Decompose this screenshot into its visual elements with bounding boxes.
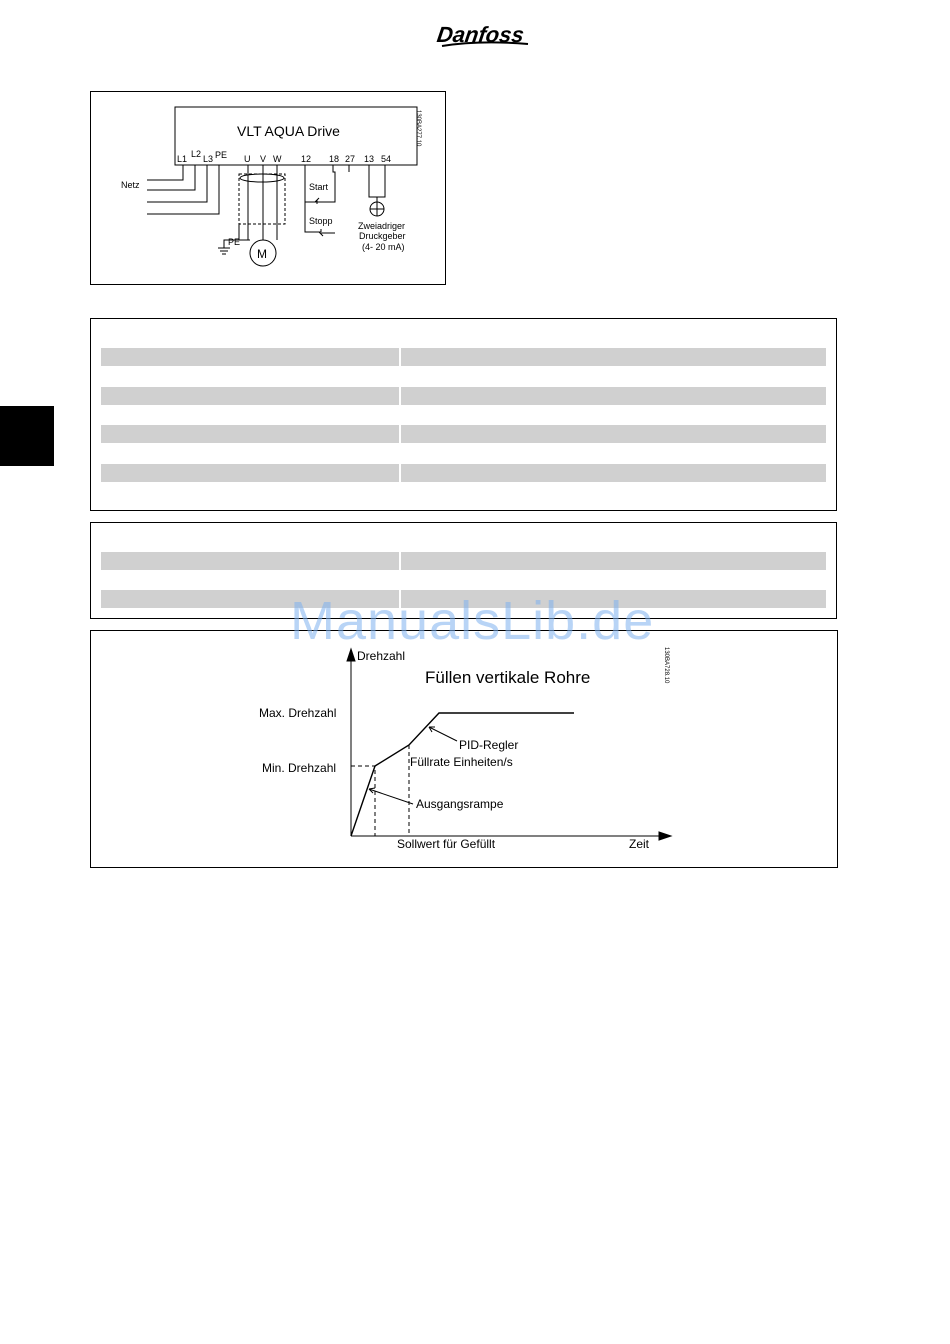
min-speed-label: Min. Drehzahl xyxy=(262,761,337,775)
terminal-pe: PE xyxy=(215,150,228,160)
setpoint-label: Sollwert für Gefüllt xyxy=(397,837,496,851)
table-row xyxy=(101,464,826,482)
x-axis-label: Zeit xyxy=(629,837,650,851)
stopp-label: Stopp xyxy=(309,216,333,226)
chart-title: Füllen vertikale Rohre xyxy=(425,668,591,687)
drawing-code-2: 130BA728.10 xyxy=(663,647,669,684)
fill-rate-label: Füllrate Einheiten/s xyxy=(410,755,513,769)
table-row xyxy=(101,552,826,570)
netz-label: Netz xyxy=(121,180,140,190)
terminal-u: U xyxy=(244,154,251,164)
terminal-w: W xyxy=(273,154,282,164)
table-row xyxy=(101,348,826,366)
y-axis-label: Drehzahl xyxy=(357,649,406,663)
terminal-v: V xyxy=(260,154,267,164)
logo-text: Danfoss xyxy=(435,22,526,47)
motor-label: M xyxy=(257,247,267,261)
table-row xyxy=(101,425,826,443)
chapter-tab xyxy=(0,406,54,466)
terminal-13: 13 xyxy=(364,154,375,164)
max-speed-label: Max. Drehzahl xyxy=(259,706,337,720)
danfoss-logo xyxy=(430,14,540,54)
start-label: Start xyxy=(309,182,329,192)
sensor-line-1: Zweiadriger xyxy=(358,221,406,231)
terminal-12: 12 xyxy=(301,154,312,164)
fill-chart xyxy=(91,631,837,867)
terminal-18: 18 xyxy=(329,154,340,164)
parameter-table-1 xyxy=(90,318,837,511)
table-row xyxy=(101,387,826,405)
sensor-line-3: (4- 20 mA) xyxy=(362,242,405,252)
fill-chart-box xyxy=(90,630,838,868)
terminal-l2: L2 xyxy=(191,149,202,159)
watermark: ManualsLib.de xyxy=(290,591,655,651)
sensor-line-2: Druckgeber xyxy=(359,231,406,241)
wiring-diagram-box xyxy=(90,91,446,285)
wiring-diagram xyxy=(91,92,445,284)
drive-title: VLT AQUA Drive xyxy=(237,123,340,139)
terminal-54: 54 xyxy=(381,154,392,164)
drawing-code-1: 130BA277.10 xyxy=(415,110,421,147)
terminal-27: 27 xyxy=(345,154,356,164)
pe-ground-label: PE xyxy=(228,237,241,247)
ramp-label: Ausgangsrampe xyxy=(416,797,504,811)
pid-label: PID-Regler xyxy=(459,738,519,752)
terminal-l1: L1 xyxy=(177,154,188,164)
terminal-l3: L3 xyxy=(203,154,214,164)
